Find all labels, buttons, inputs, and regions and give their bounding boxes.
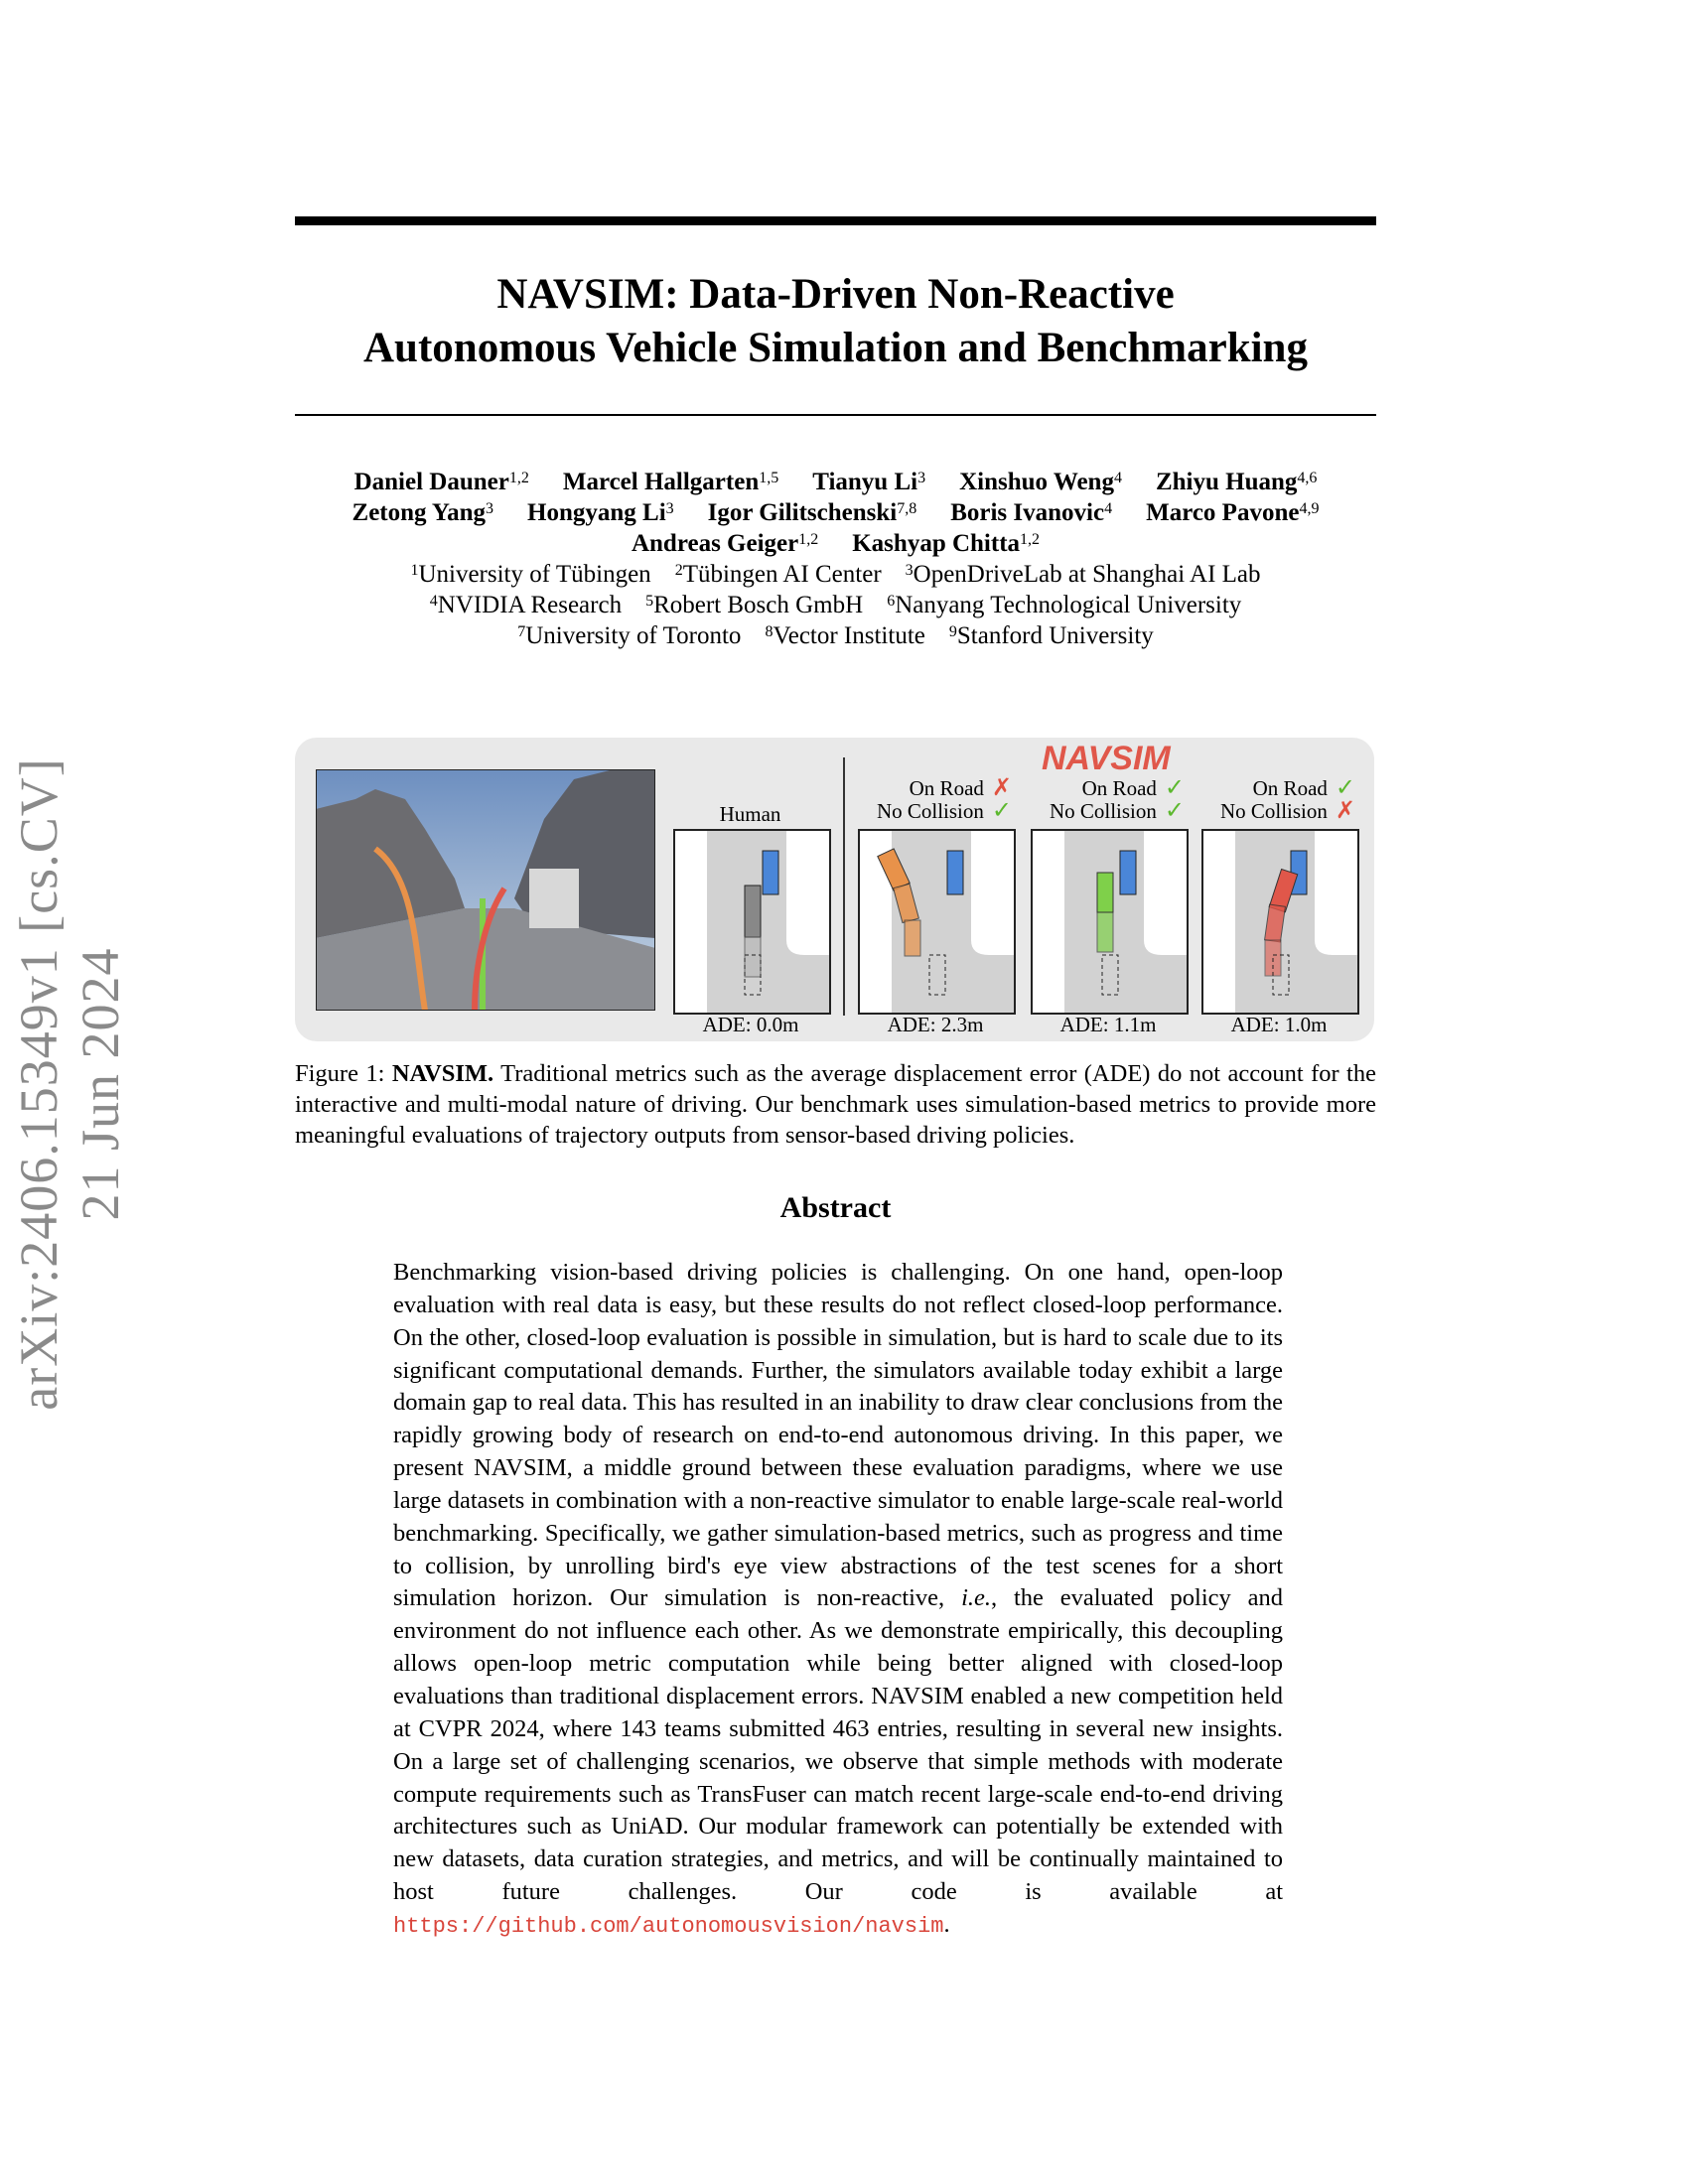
author-affil-sup: 3 bbox=[665, 500, 674, 517]
author bbox=[563, 469, 778, 495]
author-name: Xinshuo Weng bbox=[959, 469, 1114, 495]
author bbox=[352, 499, 494, 526]
navsim-logo: NAVSIM bbox=[1042, 740, 1171, 777]
author bbox=[950, 499, 1112, 526]
author bbox=[708, 499, 917, 526]
author-affil-sup: 3 bbox=[917, 470, 926, 486]
check-icon: ✓ bbox=[1335, 775, 1355, 801]
author-affil-sup: 1,2 bbox=[508, 470, 529, 486]
author-name: Zhiyu Huang bbox=[1155, 469, 1298, 495]
bev-panel-orange bbox=[858, 829, 1016, 1015]
author-name: Kashyap Chitta bbox=[852, 530, 1021, 557]
metric-labels bbox=[1172, 777, 1355, 823]
abstract-text-1: Benchmarking vision-based driving policies is challenging. On one hand, open-loop evaluation with real data is easy, but these results do not reflect closed-loop performance. On the other, closed-loop evaluation is possible in simulation, but is hard to scale due to its significant computational demands. Further, the simulators available today exhibit a large domain gap to real data. This has resulted in an inability to draw clear conclusions from the rapidly growing body of research on end-to-end autonomous driving. In this paper, we present NAVSIM, a middle ground between these evaluation paradigms, where we use large datasets in combination with a non-reactive simulator to enable large-scale real-world benchmarking. Specifically, we gather simulation-based metrics, such as progress and time to collision, by unrolling bird's eye view abstractions of the test scenes for a short simulation horizon. Our simulation is non-reactive, bbox=[393, 1259, 1283, 1612]
author-name: Andreas Geiger bbox=[631, 530, 799, 557]
author-name: Zetong Yang bbox=[352, 499, 487, 526]
title-line-1: NAVSIM: Data-Driven Non-Reactive bbox=[496, 271, 1175, 318]
human-label: Human bbox=[719, 802, 781, 826]
metric-name: On Road bbox=[909, 776, 984, 800]
affil-sup: 3 bbox=[905, 562, 914, 579]
affiliation bbox=[887, 592, 1241, 618]
affil-name: University of Tübingen bbox=[418, 561, 651, 588]
no-collision-status bbox=[1001, 800, 1185, 823]
affil-name: University of Toronto bbox=[525, 622, 742, 649]
abstract-text-2: , the evaluated policy and environment do not influence each other. As we demonstrate empirically, this decoupling allows open-loop metric computation while being better aligned with closed-loop evaluations than traditional displacement errors. NAVSIM enabled a new competition held at CVPR 2024, where 143 teams submitted 463 entries, resulting in several new insights. On a large set of challenging scenarios, we observe that simple methods with moderate compute requirements such as TransFuser can match recent large-scale end-to-end driving architectures such as UniAD. Our modular framework can potentially be extended with new datasets, data curation strategies, and metrics, and will be continually maintained to host future challenges. Our code is available at bbox=[393, 1584, 1283, 1906]
affil-name: OpenDriveLab at Shanghai AI Lab bbox=[913, 561, 1261, 588]
affiliation-row bbox=[295, 590, 1376, 620]
author-name: Marcel Hallgarten bbox=[562, 469, 760, 495]
author bbox=[527, 499, 674, 526]
author-row bbox=[295, 528, 1376, 559]
bev-panel-green bbox=[1031, 829, 1189, 1015]
affil-name: Robert Bosch GmbH bbox=[653, 592, 864, 618]
author bbox=[354, 469, 529, 495]
affil-sup: 6 bbox=[887, 593, 896, 610]
affiliation bbox=[430, 592, 622, 618]
author bbox=[1146, 499, 1319, 526]
ade-label: ADE: 1.1m bbox=[1059, 1013, 1157, 1036]
figure-caption bbox=[295, 1058, 1376, 1151]
author-name: Hongyang Li bbox=[527, 499, 666, 526]
human-bev-panel bbox=[673, 829, 831, 1015]
author bbox=[812, 469, 925, 495]
affiliation bbox=[675, 561, 882, 588]
author-name: Igor Gilitschenski bbox=[707, 499, 898, 526]
author-name: Daniel Dauner bbox=[353, 469, 509, 495]
on-road-status bbox=[1001, 777, 1185, 800]
author bbox=[959, 469, 1122, 495]
affiliation bbox=[949, 622, 1154, 649]
abstract-body bbox=[393, 1257, 1283, 1944]
affiliation-row bbox=[295, 620, 1376, 651]
caption-prefix: Figure 1: bbox=[295, 1060, 392, 1087]
author bbox=[632, 530, 818, 557]
metric-name: No Collision bbox=[1049, 799, 1157, 823]
no-collision-status bbox=[828, 800, 1012, 823]
affiliation-row bbox=[295, 559, 1376, 590]
affiliation-list bbox=[295, 559, 1376, 651]
bev-panel-red bbox=[1201, 829, 1359, 1015]
affil-name: Nanyang Technological University bbox=[895, 592, 1242, 618]
author-affil-sup: 4,6 bbox=[1297, 470, 1318, 486]
abstract-heading: Abstract bbox=[779, 1191, 892, 1224]
author-row bbox=[295, 497, 1376, 528]
author-name: Marco Pavone bbox=[1146, 499, 1300, 526]
affil-name: Vector Institute bbox=[773, 622, 925, 649]
affil-name: Stanford University bbox=[956, 622, 1154, 649]
author-affil-sup: 7,8 bbox=[897, 500, 917, 517]
top-rule bbox=[295, 216, 1376, 225]
affil-sup: 5 bbox=[645, 593, 654, 610]
metric-labels bbox=[1001, 777, 1185, 823]
author-affil-sup: 1,2 bbox=[1020, 531, 1041, 548]
affil-sup: 2 bbox=[674, 562, 683, 579]
author-affil-sup: 1,2 bbox=[798, 531, 819, 548]
metric-name: No Collision bbox=[876, 799, 984, 823]
author-list bbox=[295, 467, 1376, 559]
affiliation bbox=[645, 592, 863, 618]
author-affil-sup: 1,5 bbox=[759, 470, 779, 486]
cross-icon: ✗ bbox=[991, 775, 1012, 801]
author-name: Tianyu Li bbox=[812, 469, 918, 495]
author-affil-sup: 4 bbox=[1104, 500, 1113, 517]
affiliation bbox=[906, 561, 1261, 588]
author-affil-sup: 4 bbox=[1113, 470, 1122, 486]
check-icon: ✓ bbox=[991, 798, 1012, 824]
metric-name: On Road bbox=[1252, 776, 1328, 800]
author bbox=[1156, 469, 1317, 495]
metric-labels bbox=[828, 777, 1012, 823]
ade-label: ADE: 0.0m bbox=[702, 1013, 799, 1036]
affil-name: Tübingen AI Center bbox=[682, 561, 882, 588]
affil-name: NVIDIA Research bbox=[437, 592, 623, 618]
code-link[interactable]: https://github.com/autonomousvision/navsim bbox=[393, 1913, 944, 1939]
metric-name: No Collision bbox=[1219, 799, 1328, 823]
on-road-status bbox=[828, 777, 1012, 800]
check-icon: ✓ bbox=[1164, 775, 1185, 801]
check-icon: ✓ bbox=[1164, 798, 1185, 824]
abstract-end: . bbox=[943, 1910, 950, 1938]
author bbox=[852, 530, 1040, 557]
on-road-status bbox=[1172, 777, 1355, 800]
affil-sup: 8 bbox=[765, 623, 774, 640]
affil-sup: 1 bbox=[410, 562, 419, 579]
metric-name: On Road bbox=[1081, 776, 1157, 800]
cross-icon: ✗ bbox=[1335, 798, 1355, 824]
caption-text: Traditional metrics such as the average displacement error (ADE) do not account for the interactive and multi-modal nature of driving. Our benchmark uses simulation-based metrics to provide more meaningful evaluations of trajectory outputs from sensor-based driving policies. bbox=[295, 1060, 1376, 1149]
affil-sup: 7 bbox=[517, 623, 526, 640]
affil-sup: 9 bbox=[948, 623, 957, 640]
no-collision-status bbox=[1172, 800, 1355, 823]
author-name: Boris Ivanovic bbox=[950, 499, 1105, 526]
author-affil-sup: 3 bbox=[486, 500, 494, 517]
ade-label: ADE: 1.0m bbox=[1230, 1013, 1328, 1036]
ade-label: ADE: 2.3m bbox=[887, 1013, 984, 1036]
affiliation bbox=[410, 561, 650, 588]
figure-1 bbox=[295, 738, 1374, 1041]
author-affil-sup: 4,9 bbox=[1299, 500, 1320, 517]
title-line-2: Autonomous Vehicle Simulation and Benchmarking bbox=[363, 325, 1308, 371]
affiliation bbox=[517, 622, 741, 649]
camera-image bbox=[316, 769, 655, 1011]
affil-sup: 4 bbox=[429, 593, 438, 610]
abstract-italic: i.e. bbox=[961, 1584, 991, 1612]
caption-bold: NAVSIM. bbox=[391, 1060, 494, 1087]
title-rule bbox=[295, 414, 1376, 416]
affiliation bbox=[765, 622, 924, 649]
arxiv-stamp: arXiv:2406.15349v1 [cs.CV] 21 Jun 2024 bbox=[9, 757, 130, 1411]
author-row bbox=[295, 467, 1376, 497]
